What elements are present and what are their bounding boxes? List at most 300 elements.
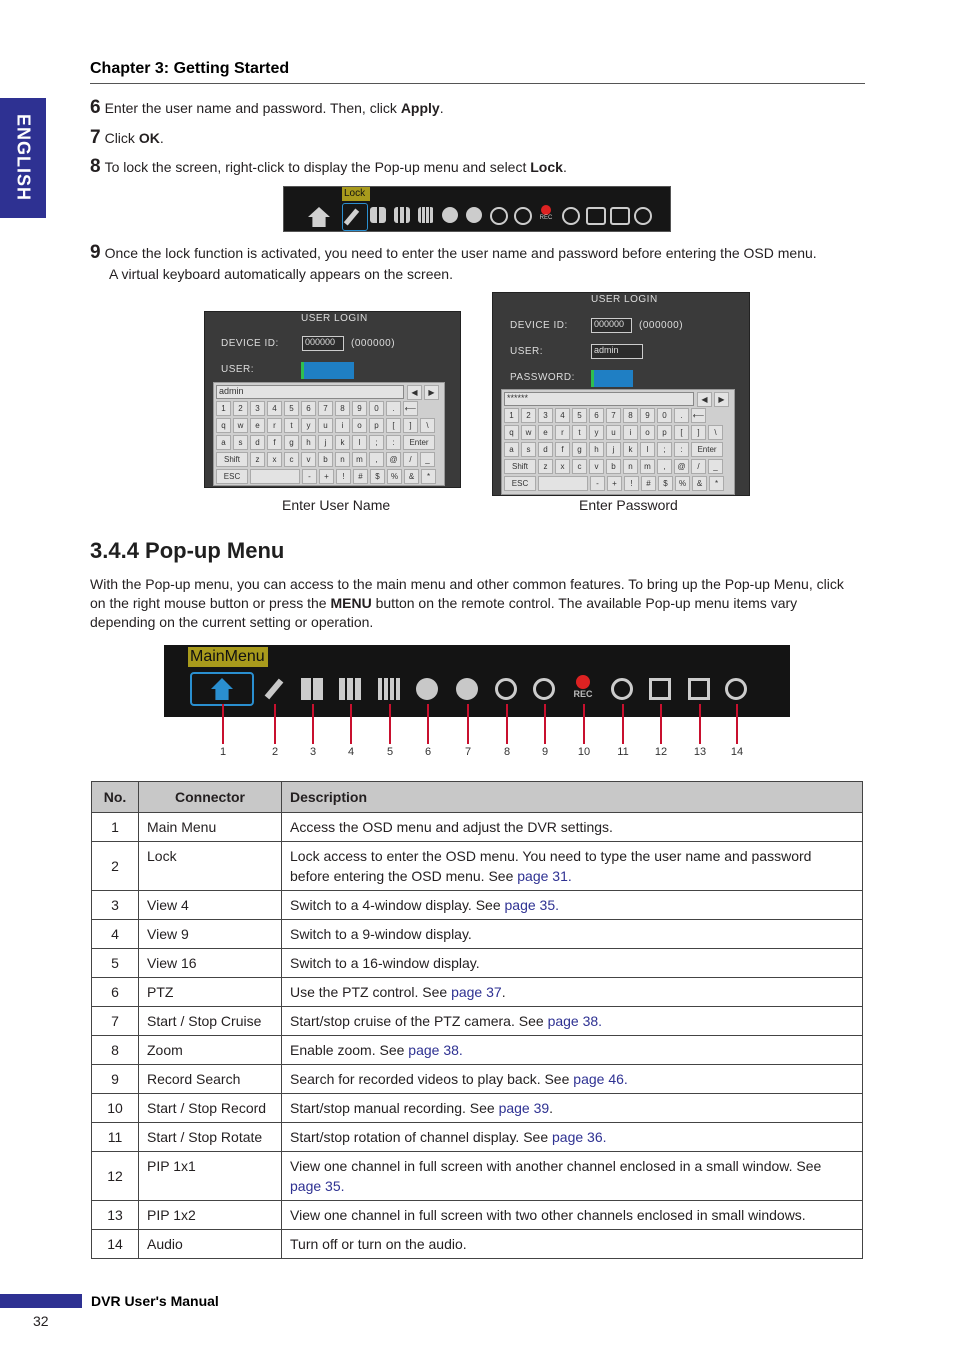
keyboard-key[interactable]: ! (624, 476, 639, 491)
description-text: Switch to a 9-window display. (290, 926, 472, 942)
table-header-row (92, 782, 863, 813)
keyboard-key[interactable]: m (352, 452, 367, 467)
zoom-icon (491, 672, 521, 706)
rec-icon: REC (538, 205, 554, 225)
keyboard-key[interactable]: ; (369, 435, 384, 450)
keyboard-key[interactable]: n (335, 452, 350, 467)
keyboard-key[interactable]: $ (370, 469, 385, 484)
play-icon (514, 207, 532, 225)
row-description (282, 1152, 863, 1201)
description-text: Use the PTZ control. See (290, 984, 452, 1000)
keyboard-key[interactable]: : (386, 435, 401, 450)
lock-label: Lock (342, 187, 370, 201)
keyboard-key[interactable]: f (555, 442, 570, 457)
intro-keyword: MENU (330, 595, 372, 611)
keyboard-key[interactable]: t (284, 418, 299, 433)
audio-icon (721, 672, 751, 706)
keyboard-key[interactable]: \ (420, 418, 435, 433)
view4-icon (370, 207, 386, 223)
row-connector: PIP 1x1 (139, 1152, 282, 1201)
keyboard-key[interactable]: $ (658, 476, 673, 491)
step-number: 8 (90, 156, 101, 177)
keyboard-key[interactable]: \ (708, 425, 723, 440)
footer-bar (0, 1294, 82, 1308)
keyboard-key[interactable]: @ (674, 459, 689, 474)
description-text: View one channel in full screen with another channel enclosed in a small window. See (290, 1158, 822, 1174)
keyboard-key[interactable]: % (387, 469, 402, 484)
user-field[interactable]: admin (591, 344, 643, 359)
language-tab (0, 98, 46, 218)
page-link[interactable]: page 38. (547, 1013, 603, 1029)
table-body (92, 813, 863, 1259)
view4-icon (297, 672, 327, 706)
table-row (92, 1094, 863, 1123)
row-no: 6 (92, 978, 139, 1007)
keyboard-key[interactable]: 0 (369, 401, 384, 416)
keyboard-key[interactable]: a (216, 435, 231, 450)
page-link[interactable]: page 39 (498, 1100, 550, 1116)
user-login-screen (204, 311, 461, 488)
keyboard-key[interactable]: o (640, 425, 655, 440)
pointer-line (699, 704, 701, 744)
row-no: 8 (92, 1036, 139, 1065)
pip2-icon (684, 672, 714, 706)
keyboard-key[interactable]: / (403, 452, 418, 467)
row-no: 11 (92, 1123, 139, 1152)
keyboard-key[interactable]: p (657, 425, 672, 440)
pointer-line (736, 704, 738, 744)
virtual-keyboard (213, 382, 445, 486)
keyboard-key[interactable]: h (589, 442, 604, 457)
keyboard-key[interactable]: s (233, 435, 248, 450)
row-connector: Zoom (139, 1036, 282, 1065)
keyboard-key[interactable]: y (301, 418, 316, 433)
row-description (282, 1007, 863, 1036)
keyboard-key[interactable]: b (606, 459, 621, 474)
cruise-icon (466, 207, 482, 223)
view9-icon (335, 672, 365, 706)
row-connector: Record Search (139, 1065, 282, 1094)
ptz-icon (412, 672, 442, 706)
step-8 (90, 156, 567, 178)
pointer-number: 4 (347, 746, 355, 758)
audio-icon (634, 207, 652, 225)
page-link[interactable]: page 38. (408, 1042, 463, 1058)
pointer-line (467, 704, 469, 744)
device-id-field[interactable]: 000000 (302, 336, 344, 351)
pointer-number: 3 (309, 746, 317, 758)
keyboard-key[interactable]: 4 (267, 401, 282, 416)
row-no: 4 (92, 920, 139, 949)
keyboard-key[interactable]: v (301, 452, 316, 467)
keyboard-key[interactable]: 4 (555, 408, 570, 423)
device-id-label: DEVICE ID: (510, 320, 568, 331)
keyboard-key[interactable]: - (302, 469, 317, 484)
pointer-line (583, 704, 585, 744)
password-login-screen (492, 292, 750, 496)
keyboard-input[interactable]: admin (216, 385, 404, 399)
pointer-number: 14 (730, 746, 744, 758)
view16-icon (418, 207, 434, 223)
popup-menu-table (91, 781, 863, 1259)
row-connector: View 9 (139, 920, 282, 949)
play-icon (529, 672, 559, 706)
keyboard-key[interactable]: m (640, 459, 655, 474)
row-connector: Start / Stop Cruise (139, 1007, 282, 1036)
keyboard-key[interactable]: r (555, 425, 570, 440)
keyboard-key[interactable]: o (352, 418, 367, 433)
caption-user: Enter User Name (282, 497, 391, 513)
arrow-left-icon[interactable]: ◀ (407, 385, 422, 400)
keyboard-key[interactable]: & (692, 476, 707, 491)
keyboard-key[interactable]: i (623, 425, 638, 440)
row-no: 1 (92, 813, 139, 842)
table-row (92, 1152, 863, 1201)
keyboard-key[interactable]: r (267, 418, 282, 433)
intro-text: With the Pop-up menu, you can access to the main menu and other common features. To bring up the Pop-up Menu, click on the right mouse button or press the (90, 576, 844, 611)
keyboard-key[interactable]: 8 (335, 401, 350, 416)
row-connector: View 16 (139, 949, 282, 978)
keyboard-key[interactable]: / (691, 459, 706, 474)
keyboard-key[interactable]: e (538, 425, 553, 440)
pointer-line (222, 704, 224, 744)
step-keyword: Apply (400, 100, 440, 116)
step-9-continued: A virtual keyboard automatically appears on the screen. (109, 266, 453, 282)
rec-icon: REC (568, 672, 598, 706)
row-no: 2 (92, 842, 139, 891)
keyboard-key[interactable]: * (709, 476, 724, 491)
keyboard-key[interactable]: v (589, 459, 604, 474)
keyboard-key[interactable]: g (572, 442, 587, 457)
step-text-end: . (159, 130, 164, 146)
keyboard-key[interactable]: c (572, 459, 587, 474)
pointer-number: 5 (386, 746, 394, 758)
keyboard-key[interactable]: ; (657, 442, 672, 457)
table-row (92, 1065, 863, 1094)
chapter-title: Chapter 3: Getting Started (90, 60, 290, 77)
keyboard-key[interactable]: + (319, 469, 334, 484)
keyboard-key[interactable]: 7 (318, 401, 333, 416)
section-heading: 3.4.4 Pop-up Menu (90, 538, 285, 563)
pointer-number: 7 (464, 746, 472, 758)
row-connector: PIP 1x2 (139, 1201, 282, 1230)
pointer-line (389, 704, 391, 744)
keyboard-key[interactable]: l (352, 435, 367, 450)
pointer-line (350, 704, 352, 744)
keyboard-key[interactable]: # (641, 476, 656, 491)
row-no: 7 (92, 1007, 139, 1036)
description-text: Start/stop cruise of the PTZ camera. See (290, 1013, 548, 1029)
row-description (282, 813, 863, 842)
lock-toolbar-image (283, 186, 671, 232)
step-keyword: OK (138, 130, 160, 146)
keyboard-key[interactable]: p (369, 418, 384, 433)
row-description (282, 1036, 863, 1065)
pointer-number: 8 (503, 746, 511, 758)
pip1-icon (645, 672, 675, 706)
keyboard-key[interactable]: Enter (403, 435, 435, 450)
section-intro (90, 575, 860, 632)
description-text: Enable zoom. See (290, 1042, 409, 1058)
pointer-number: 6 (424, 746, 432, 758)
keyboard-key[interactable]: f (267, 435, 282, 450)
keyboard-key[interactable]: + (607, 476, 622, 491)
keyboard-key[interactable]: * (421, 469, 436, 484)
password-field[interactable] (591, 370, 633, 387)
table-row (92, 1230, 863, 1259)
keyboard-key[interactable]: ESC (216, 469, 248, 484)
keyboard-key[interactable]: Shift (216, 452, 248, 467)
step-keyword: Lock (530, 159, 563, 175)
row-no: 10 (92, 1094, 139, 1123)
keyboard-key[interactable] (538, 476, 588, 491)
step-text: Enter the user name and password. Then, click (104, 100, 401, 116)
keyboard-key[interactable]: l (640, 442, 655, 457)
step-number: 7 (90, 127, 101, 148)
keyboard-key[interactable]: h (301, 435, 316, 450)
table-row (92, 920, 863, 949)
header-description: Description (282, 782, 863, 813)
keyboard-key[interactable]: n (623, 459, 638, 474)
pointer-number: 12 (654, 746, 668, 758)
table-row (92, 949, 863, 978)
ptz-icon (442, 207, 458, 223)
page-link[interactable]: page 46. (573, 1071, 628, 1087)
keyboard-key[interactable]: w (521, 425, 536, 440)
keyboard-key[interactable]: 3 (538, 408, 553, 423)
keyboard-key[interactable]: e (250, 418, 265, 433)
intro-text-end: button on the remote control. The available Pop-up menu items vary depending on the current setting or operation. (90, 595, 798, 630)
keyboard-key[interactable]: 9 (352, 401, 367, 416)
keyboard-key[interactable]: q (216, 418, 231, 433)
zoom-icon (490, 207, 508, 225)
keyboard-key[interactable]: j (606, 442, 621, 457)
arrow-right-icon[interactable]: ▶ (424, 385, 439, 400)
step-number: 9 (90, 242, 101, 263)
keyboard-key[interactable]: 9 (640, 408, 655, 423)
keyboard-key[interactable]: u (606, 425, 621, 440)
rotate-icon (607, 672, 637, 706)
keyboard-key[interactable]: [ (674, 425, 689, 440)
keyboard-key[interactable]: 5 (572, 408, 587, 423)
table-row (92, 978, 863, 1007)
keyboard-key[interactable]: @ (386, 452, 401, 467)
keyboard-key[interactable]: w (233, 418, 248, 433)
keyboard-key[interactable]: x (267, 452, 282, 467)
step-text: To lock the screen, right-click to display the Pop-up menu and select (104, 159, 531, 175)
description-text: Switch to a 4-window display. See (290, 897, 505, 913)
step-6 (90, 97, 444, 119)
keyboard-key[interactable]: y (589, 425, 604, 440)
row-description (282, 949, 863, 978)
row-connector: PTZ (139, 978, 282, 1007)
keyboard-key[interactable]: q (504, 425, 519, 440)
keyboard-key[interactable]: , (369, 452, 384, 467)
keyboard-key[interactable]: _ (708, 459, 723, 474)
row-description (282, 1123, 863, 1152)
user-label: USER: (510, 346, 544, 357)
keyboard-key[interactable]: 1 (504, 408, 519, 423)
keyboard-key[interactable]: 6 (589, 408, 604, 423)
description-text: View one channel in full screen with two other channels enclosed in small windows. (290, 1207, 806, 1223)
pip2-icon (610, 207, 630, 225)
table-row (92, 891, 863, 920)
keyboard-key[interactable]: , (657, 459, 672, 474)
caption-password: Enter Password (579, 497, 678, 513)
page-link[interactable]: page 35. (504, 897, 560, 913)
description-text: Start/stop manual recording. See (290, 1100, 499, 1116)
device-id-hint: (000000) (639, 320, 684, 331)
keyboard-key[interactable]: k (335, 435, 350, 450)
header-connector: Connector (139, 782, 282, 813)
keyboard-key[interactable]: & (404, 469, 419, 484)
keyboard-key[interactable]: j (318, 435, 333, 450)
device-id-field[interactable]: 000000 (591, 318, 632, 333)
keyboard-key[interactable]: # (353, 469, 368, 484)
keyboard-key[interactable]: ⟵ (691, 408, 706, 423)
row-description (282, 1094, 863, 1123)
password-label: PASSWORD: (510, 372, 575, 383)
pip1-icon (586, 207, 606, 225)
device-id-hint: (000000) (351, 338, 396, 349)
row-connector: Main Menu (139, 813, 282, 842)
keyboard-key[interactable]: s (521, 442, 536, 457)
header-no: No. (92, 782, 139, 813)
keyboard-key[interactable]: : (674, 442, 689, 457)
row-description (282, 1201, 863, 1230)
page-link[interactable]: page 37 (451, 984, 502, 1000)
home-icon (308, 207, 330, 227)
keyboard-key[interactable]: 0 (657, 408, 672, 423)
keyboard-key[interactable]: b (318, 452, 333, 467)
pointer-number: 9 (541, 746, 549, 758)
description-text: Start/stop rotation of channel display. See (290, 1129, 553, 1145)
keyboard-key[interactable]: 1 (216, 401, 231, 416)
user-field[interactable] (301, 362, 354, 379)
pointer-line (312, 704, 314, 744)
page-link[interactable]: page 36. (552, 1129, 607, 1145)
keyboard-key[interactable]: ] (403, 418, 418, 433)
arrow-left-icon[interactable]: ◀ (697, 392, 712, 407)
row-description (282, 891, 863, 920)
keyboard-key[interactable]: 2 (233, 401, 248, 416)
step-7 (90, 127, 164, 149)
cruise-icon (452, 672, 482, 706)
keyboard-key[interactable]: ] (691, 425, 706, 440)
keyboard-key[interactable]: . (674, 408, 689, 423)
table-row (92, 1123, 863, 1152)
pointer-number: 11 (617, 746, 629, 758)
pointer-line (506, 704, 508, 744)
page-link[interactable]: page 31. (517, 868, 572, 884)
keyboard-key[interactable]: c (284, 452, 299, 467)
keyboard-key[interactable]: [ (386, 418, 401, 433)
keyboard-key[interactable]: 7 (606, 408, 621, 423)
keyboard-key[interactable]: % (675, 476, 690, 491)
keyboard-key[interactable]: k (623, 442, 638, 457)
user-label: USER: (221, 364, 255, 375)
row-connector: Start / Stop Rotate (139, 1123, 282, 1152)
footer-title: DVR User's Manual (91, 1293, 219, 1309)
step-number: 6 (90, 97, 101, 118)
keyboard-key[interactable]: 2 (521, 408, 536, 423)
keyboard-key[interactable]: x (555, 459, 570, 474)
row-connector: Start / Stop Record (139, 1094, 282, 1123)
keyboard-key[interactable]: u (318, 418, 333, 433)
pointer-number: 1 (219, 746, 227, 758)
keyboard-key[interactable]: Enter (691, 442, 723, 457)
description-tail: . (549, 1100, 554, 1116)
row-connector: Lock (139, 842, 282, 891)
keyboard-key[interactable]: 8 (623, 408, 638, 423)
description-text: Lock access to enter the OSD menu. You need to type the user name and password before entering the OSD menu. See (290, 848, 812, 884)
keyboard-key[interactable]: . (386, 401, 401, 416)
view9-icon (394, 207, 410, 223)
step-9 (90, 242, 860, 264)
step-text-end: . (562, 159, 567, 175)
wrench-icon (342, 203, 368, 231)
keyboard-key[interactable]: t (572, 425, 587, 440)
table-row (92, 1036, 863, 1065)
step-text: Click (104, 130, 139, 146)
keyboard-key[interactable]: ! (336, 469, 351, 484)
keyboard-key[interactable]: Shift (504, 459, 536, 474)
keyboard-key[interactable]: z (250, 452, 265, 467)
pointer-line (660, 704, 662, 744)
pointer-number: 10 (577, 746, 591, 758)
arrow-right-icon[interactable]: ▶ (714, 392, 729, 407)
keyboard-key[interactable]: a (504, 442, 519, 457)
keyboard-key[interactable]: g (284, 435, 299, 450)
chapter-divider (90, 83, 865, 84)
keyboard-key[interactable] (250, 469, 300, 484)
table-row (92, 813, 863, 842)
keyboard-key[interactable]: _ (420, 452, 435, 467)
description-text: Turn off or turn on the audio. (290, 1236, 467, 1252)
row-description (282, 920, 863, 949)
row-no: 14 (92, 1230, 139, 1259)
view16-icon (374, 672, 404, 706)
main-menu-label: MainMenu (188, 647, 268, 667)
row-no: 5 (92, 949, 139, 978)
page-number: 32 (33, 1313, 49, 1329)
pointer-line (427, 704, 429, 744)
pointer-line (544, 704, 546, 744)
description-tail: . (501, 984, 506, 1000)
keyboard-key[interactable]: ⟵ (403, 401, 418, 416)
wrench-icon (259, 672, 289, 706)
keyboard-key[interactable]: 5 (284, 401, 299, 416)
keyboard-key[interactable]: 3 (250, 401, 265, 416)
keyboard-key[interactable]: i (335, 418, 350, 433)
keyboard-key[interactable]: ESC (504, 476, 536, 491)
row-connector: Audio (139, 1230, 282, 1259)
keyboard-key[interactable]: z (538, 459, 553, 474)
device-id-label: DEVICE ID: (221, 338, 279, 349)
table-row (92, 842, 863, 891)
row-description (282, 978, 863, 1007)
description-text: Access the OSD menu and adjust the DVR settings. (290, 819, 613, 835)
row-no: 12 (92, 1152, 139, 1201)
keyboard-key[interactable]: 6 (301, 401, 316, 416)
page-link[interactable]: page 35. (290, 1178, 345, 1194)
keyboard-key[interactable]: d (538, 442, 553, 457)
pointer-line (274, 704, 276, 744)
keyboard-key[interactable]: - (590, 476, 605, 491)
keyboard-key[interactable]: d (250, 435, 265, 450)
keyboard-input[interactable]: ****** (504, 392, 694, 406)
step-text-end: . (439, 100, 444, 116)
